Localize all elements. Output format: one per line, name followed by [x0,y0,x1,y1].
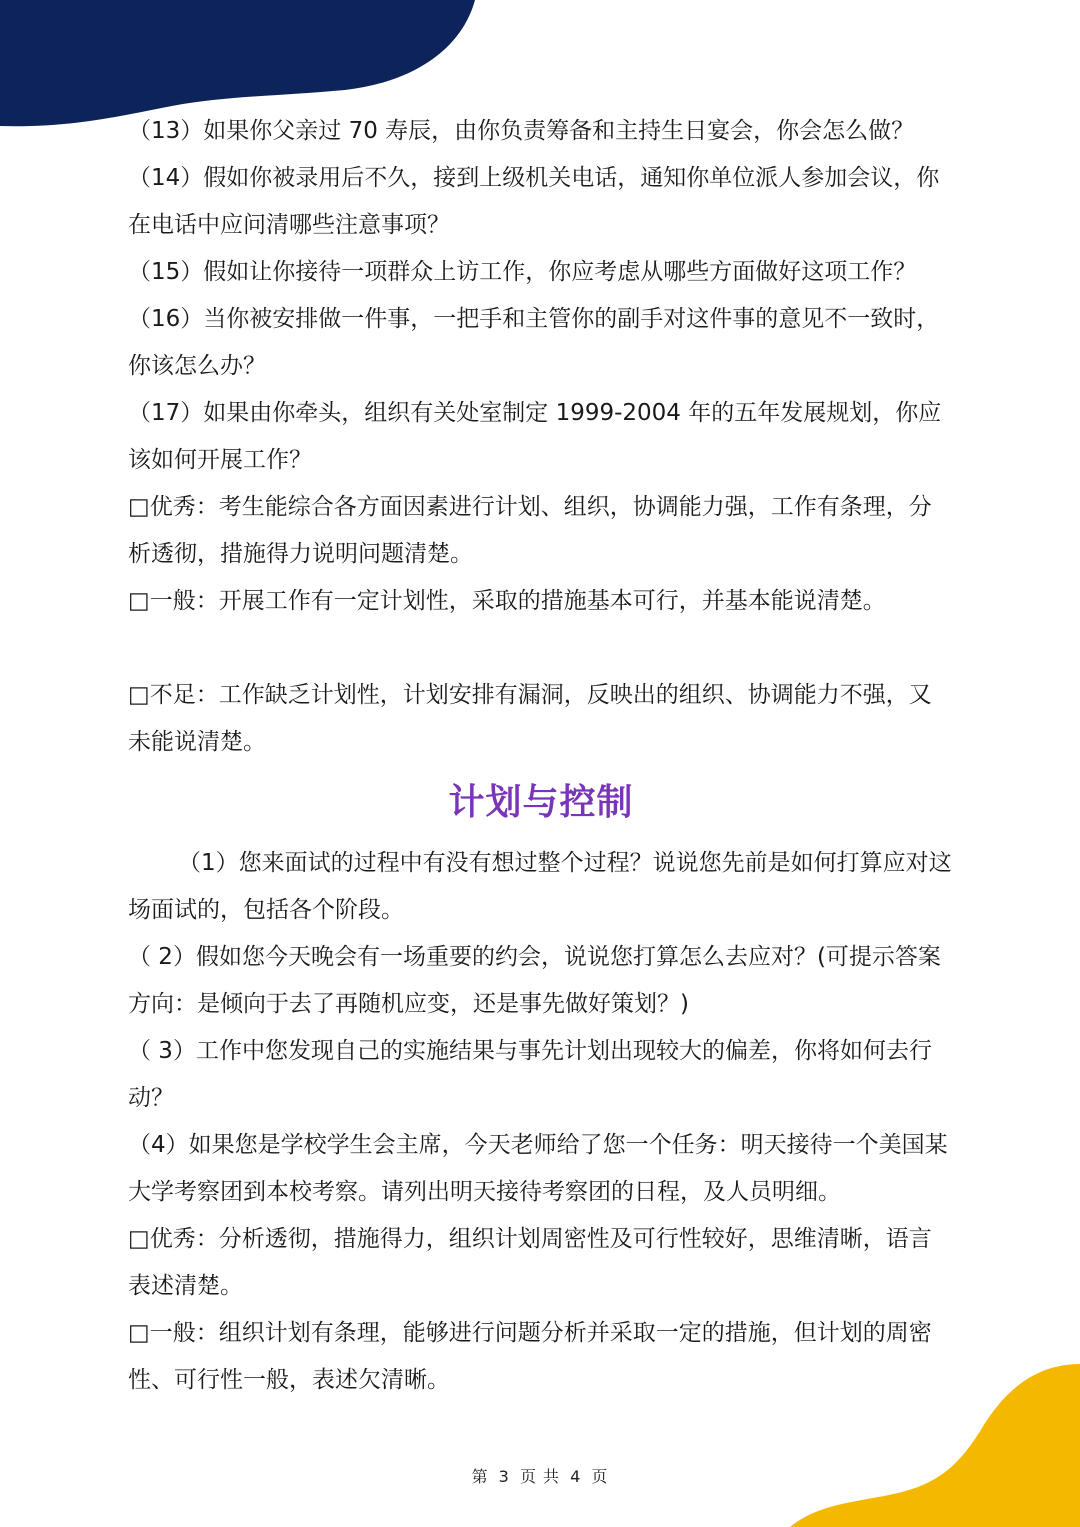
question-15: （15）假如让你接待一项群众上访工作，你应考虑从哪些方面做好这项工作？ [128,259,917,285]
question-17: （17）如果由你牵头，组织有关处室制定 1999-2004 年的五年发展规划，你应该如何开展工作？ [128,400,942,473]
plan-question-2: （ 2）假如您今天晚会有一场重要的约会，说说您打算怎么去应对？(可提示答案方向：是倾向于去了再随机应变，还是事先做好策划？) [128,944,941,1017]
plan-question-4: （4）如果您是学校学生会主席，今天老师给了您一个任务：明天接待一个美国某大学考察团到本校考察。请列出明天接待考察团的日程，及人员明细。 [128,1132,948,1205]
plan-criteria-excellent: □优秀：分析透彻，措施得力，组织计划周密性及可行性较好，思维清晰，语言表述清楚。 [128,1226,932,1299]
question-16: （16）当你被安排做一件事，一把手和主管你的副手对这件事的意见不一致时，你该怎么办？ [128,306,940,379]
document-body [128,108,954,1404]
total-page-number: 4 [570,1467,582,1486]
blank-line [128,625,954,672]
criteria-average: □一般：开展工作有一定计划性，采取的措施基本可行，并基本能说清楚。 [128,588,886,614]
plan-question-1: （1）您来面试的过程中有没有想过整个过程？说说您先前是如何打算应对这场面试的，包括各个阶段。 [128,850,952,923]
page-footer [0,1462,1080,1492]
footer-prefix: 第 [471,1467,489,1486]
footer-middle: 页 共 [519,1467,561,1486]
criteria-insufficient: □不足：工作缺乏计划性，计划安排有漏洞，反映出的组织、协调能力不强，又未能说清楚。 [128,682,932,755]
current-page-number: 3 [498,1467,510,1486]
plan-question-3: （ 3）工作中您发现自己的实施结果与事先计划出现较大的偏差，你将如何去行动？ [128,1038,932,1111]
section-title: 计划与控制 [448,782,634,823]
plan-criteria-average: □一般：组织计划有条理，能够进行问题分析并采取一定的措施，但计划的周密性、可行性一般，表述欠清晰。 [128,1320,932,1393]
question-13: （13）如果你父亲过 70 寿辰，由你负责筹备和主持生日宴会，你会怎么做？ [128,118,915,144]
criteria-excellent: □优秀：考生能综合各方面因素进行计划、组织，协调能力强，工作有条理，分析透彻，措施得力说明问题清楚。 [128,494,932,567]
question-14: （14）假如你被录用后不久，接到上级机关电话，通知你单位派人参加会议，你在电话中应问清哪些注意事项？ [128,165,940,238]
footer-suffix: 页 [591,1467,609,1486]
